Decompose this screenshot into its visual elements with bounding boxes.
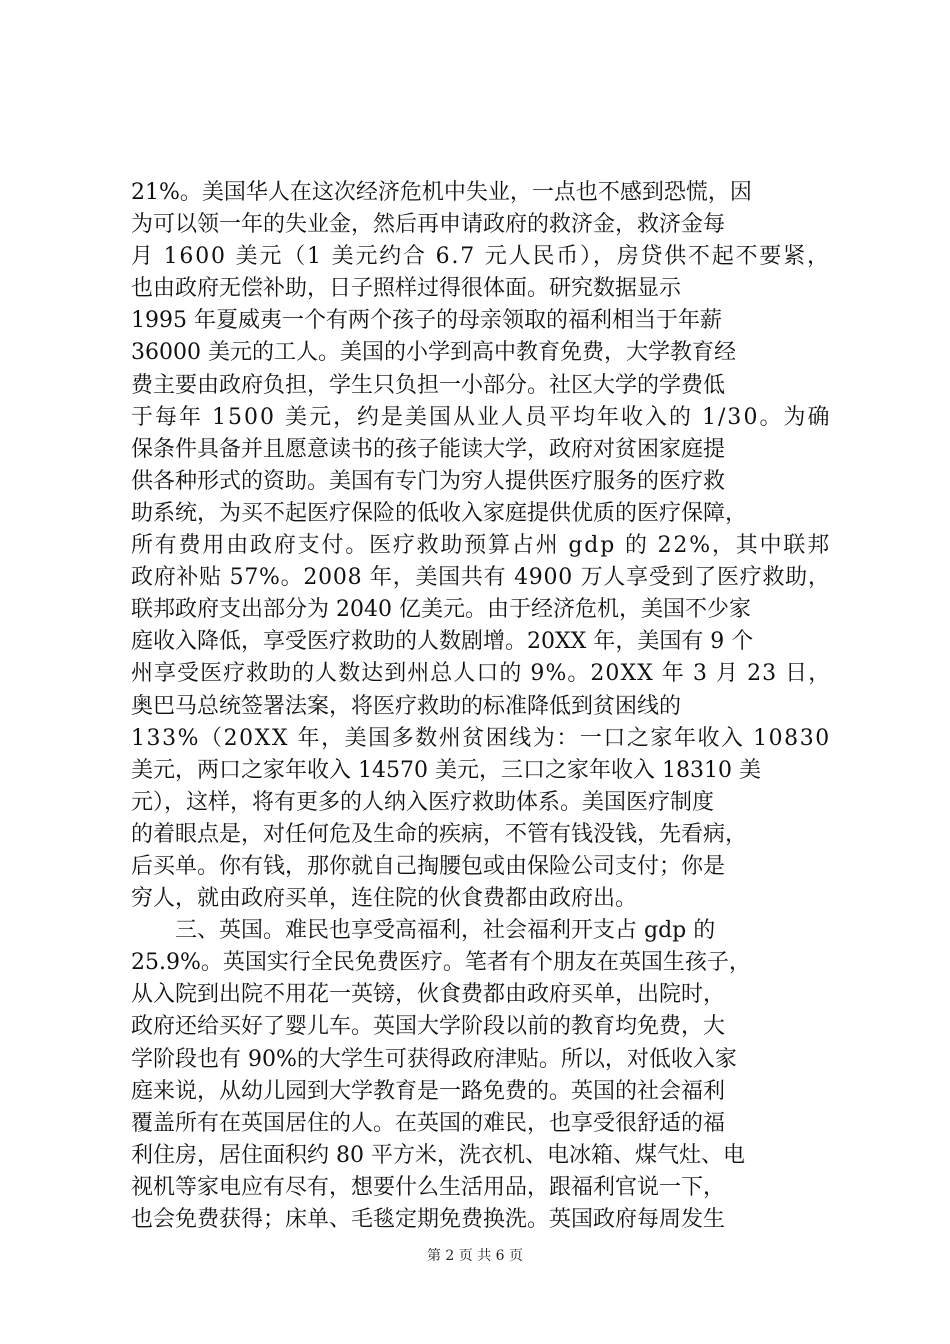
text-line: 21%。美国华人在这次经济危机中失业，一点也不感到恐慌，因 xyxy=(131,180,752,205)
text-line: 也由政府无偿补助，日子照样过得很体面。研究数据显示 xyxy=(131,276,682,302)
text-line: 从入院到出院不用花一英镑，伙食费都由政府买单，出院时， xyxy=(131,982,726,1008)
text-line: 133%（20XX 年，美国多数州贫困线为：一口之家年收入 10830 xyxy=(131,725,831,751)
text-line: 美元，两口之家年收入 14570 美元，三口之家年收入 18310 美 xyxy=(131,757,761,783)
text-line: 视机等家电应有尽有，想要什么生活用品，跟福利官说一下， xyxy=(131,1174,726,1200)
text-line: 联邦政府支出部分为 2040 亿美元。由于经济危机，美国不少家 xyxy=(131,597,751,623)
text-line: 1995 年夏威夷一个有两个孩子的母亲领取的福利相当于年薪 xyxy=(131,308,722,334)
text-line: 36000 美元的工人。美国的小学到高中教育免费，大学教育经 xyxy=(131,340,736,366)
text-line: 的着眼点是，对任何危及生命的疾病，不管有钱没钱，先看病， xyxy=(131,821,748,847)
text-line: 于每年 1500 美元，约是美国从业人员平均年收入的 1/30。为确 xyxy=(131,404,832,430)
text-line: 覆盖所有在英国居住的人。在英国的难民，也享受很舒适的福 xyxy=(131,1110,726,1136)
text-line: 庭来说，从幼儿园到大学教育是一路免费的。英国的社会福利 xyxy=(131,1078,726,1104)
page-footer: 第 2 页 共 6 页 xyxy=(426,1248,524,1264)
text-line: 供各种形式的资助。美国有专门为穷人提供医疗服务的医疗救 xyxy=(131,468,726,494)
text-line: 政府补贴 57%。2008 年，美国共有 4900 万人享受到了医疗救助， xyxy=(131,565,831,591)
text-line: 奥巴马总统签署法案，将医疗救助的标准降低到贫困线的 xyxy=(131,693,682,719)
text-line: 为可以领一年的失业金，然后再申请政府的救济金，救济金每 xyxy=(131,212,726,238)
text-line: 庭收入降低，享受医疗救助的人数剧增。20XX 年，美国有 9 个 xyxy=(131,629,754,655)
text-line: 利住房，居住面积约 80 平方米，洗衣机、电冰箱、煤气灶、电 xyxy=(131,1142,745,1168)
text-line: 助系统，为买不起医疗保险的低收入家庭提供优质的医疗保障， xyxy=(131,500,748,526)
text-line: 政府还给买好了婴儿车。英国大学阶段以前的教育均免费，大 xyxy=(131,1014,726,1040)
text-line: 三、英国。难民也享受高福利，社会福利开支占 gdp 的 xyxy=(131,918,716,944)
text-line: 也会免费获得；床单、毛毯定期免费换洗。英国政府每周发生 xyxy=(131,1207,726,1232)
text-line: 后买单。你有钱，那你就自己掏腰包或由保险公司支付；你是 xyxy=(131,853,726,879)
text-line: 费主要由政府负担，学生只负担一小部分。社区大学的学费低 xyxy=(131,372,726,398)
text-line: 25.9%。英国实行全民免费医疗。笔者有个朋友在英国生孩子， xyxy=(131,950,751,976)
text-line: 所有费用由政府支付。医疗救助预算占州 gdp 的 22%，其中联邦 xyxy=(131,533,832,559)
text-line: 月 1600 美元（1 美元约合 6.7 元人民币），房贷供不起不要紧， xyxy=(131,244,831,270)
text-line: 穷人，就由政府买单，连住院的伙食费都由政府出。 xyxy=(131,886,638,912)
text-line: 学阶段也有 90%的大学生可获得政府津贴。所以，对低收入家 xyxy=(131,1046,737,1072)
text-line: 元），这样，将有更多的人纳入医疗救助体系。美国医疗制度 xyxy=(131,789,715,815)
text-line: 保条件具备并且愿意读书的孩子能读大学，政府对贫困家庭提 xyxy=(131,436,726,462)
text-line: 州享受医疗救助的人数达到州总人口的 9%。20XX 年 3 月 23 日， xyxy=(131,661,832,687)
body-text xyxy=(131,177,831,1236)
